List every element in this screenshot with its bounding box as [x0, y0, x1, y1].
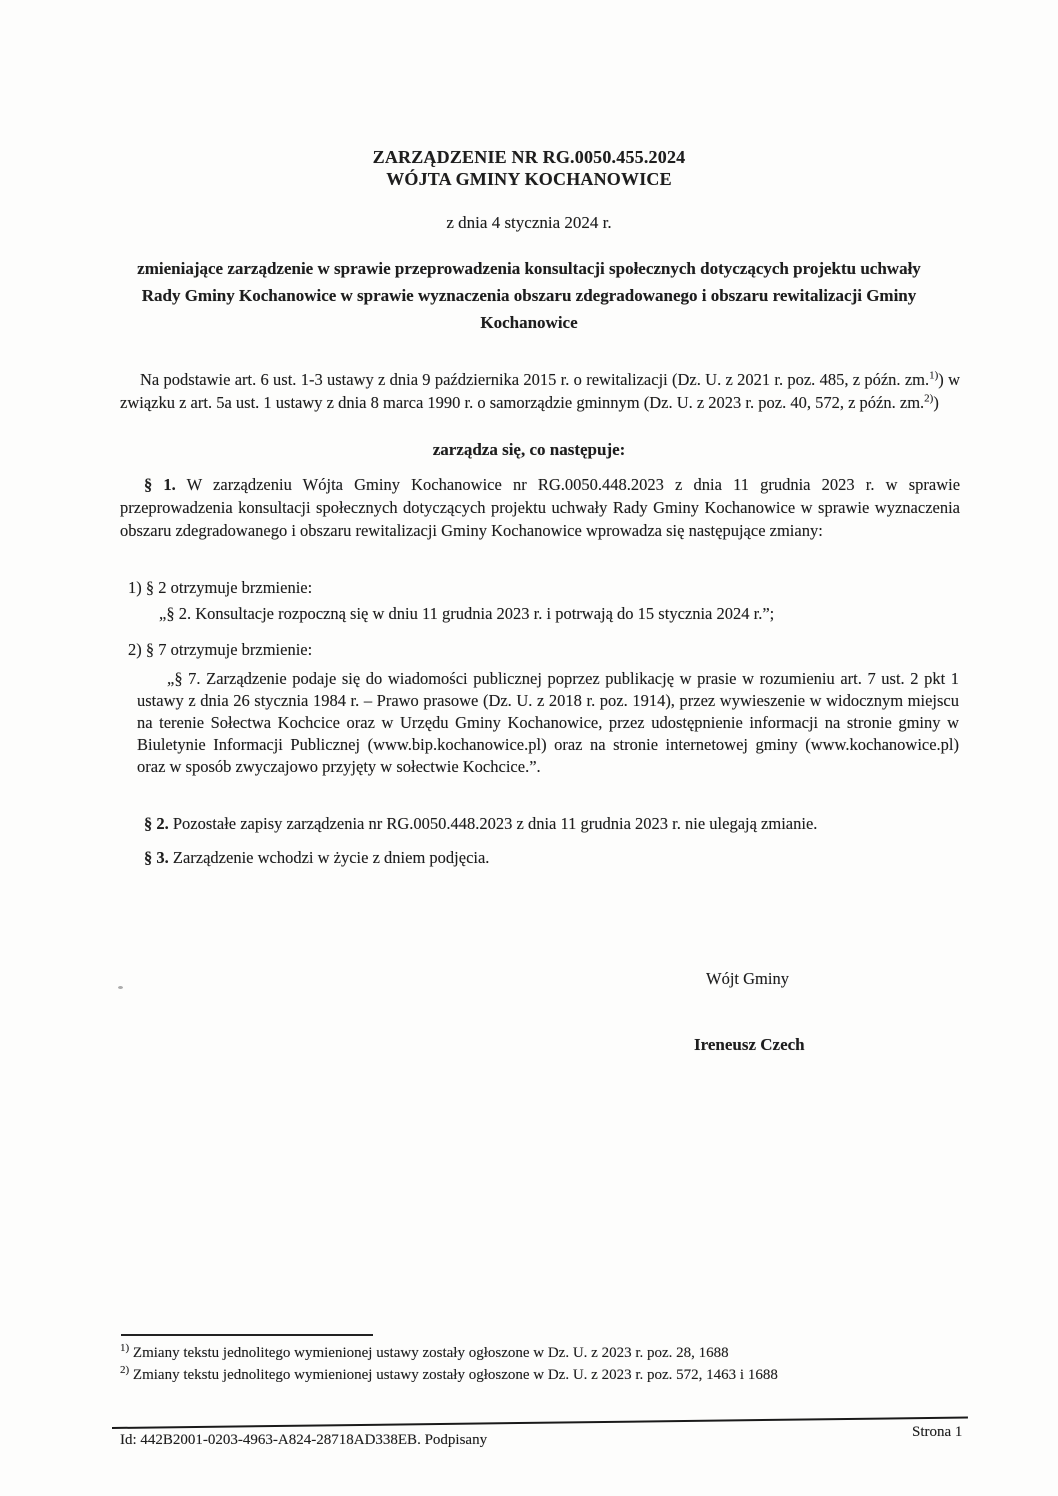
- scan-artifact-dot: [118, 986, 123, 989]
- signature-role: Wójt Gminy: [706, 969, 789, 988]
- legal-basis-part3: ): [933, 393, 939, 412]
- footnote-1: [120, 1343, 960, 1364]
- quoted-provision-par7: „§ 7. Zarządzenie podaje się do wiadomości publicznej poprzez publikację w prasie w rozumieniu art. 7 ust. 2 pkt 1 ustawy z dnia 26 stycznia 1984 r. – Prawo prasowe (Dz. U. z 2018 r. poz. 1914), przez wywieszenie w widocznym miejscu na terenie Sołectwa Kochcice oraz w Urzędu Gminy Kochanowice, przez udostępnienie informacji na stronie gminy w Biuletynie Informacji Publicznej (www.bip.kochanowice.pl) oraz na stronie internetowej gminy (www.kochanowice.pl) oraz w sposób zwyczajowo przyjęty w sołectwie Kochcice.”.: [137, 669, 959, 776]
- section-2-text: Pozostałe zapisy zarządzenia nr RG.0050.448.2023 z dnia 11 grudnia 2023 r. nie ulegają zmianie.: [172, 814, 818, 833]
- page-number: Strona 1: [912, 1424, 963, 1440]
- footnote-2: [120, 1365, 960, 1386]
- document-header: [0, 146, 1058, 190]
- document-title-issuer: WÓJTA GMINY KOCHANOWICE: [386, 169, 672, 189]
- document-id: Id: 442B2001-0203-4963-A824-28718AD338EB. Podpisany: [120, 1432, 488, 1448]
- footnote-1-text: Zmiany tekstu jednolitego wymienionej ustawy zostały ogłoszone w Dz. U. z 2023 r. poz. 28, 1688: [132, 1345, 729, 1361]
- signature-name: Ireneusz Czech: [694, 1035, 805, 1054]
- amendment-item-2: 2) § 7 otrzymuje brzmienie:: [128, 640, 313, 659]
- legal-basis-part1: Na podstawie art. 6 ust. 1-3 ustawy z dnia 9 października 2015 r. o rewitalizacji (Dz. U. z 2021 r. poz. 485, z późn. zm.: [140, 370, 930, 389]
- order-clause: zarządza się, co następuje:: [432, 440, 626, 459]
- document-date: z dnia 4 stycznia 2024 r.: [446, 213, 612, 232]
- footnote-separator: [121, 1334, 373, 1336]
- section-3-text: Zarządzenie wchodzi w życie z dniem podjęcia.: [172, 848, 490, 867]
- footer-rule: [112, 1417, 968, 1429]
- footnote-ref-2: 2): [924, 392, 934, 405]
- section-2-label: § 2.: [144, 814, 169, 833]
- amendment-item-1: 1) § 2 otrzymuje brzmienie:: [128, 578, 313, 597]
- section-1-text: W zarządzeniu Wójta Gminy Kochanowice nr RG.0050.448.2023 z dnia 11 grudnia 2023 r. w sprawie przeprowadzenia konsultacji społecznych dotyczących projektu uchwały Rady Gminy Kochanowice w sprawie wyznaczenia obszaru zdegradowanego i obszaru rewitalizacji Gminy Kochanowice wprowadza się następujące zmiany:: [120, 475, 961, 540]
- section-3-label: § 3.: [144, 848, 169, 867]
- footnote-2-text: Zmiany tekstu jednolitego wymienionej ustawy zostały ogłoszone w Dz. U. z 2023 r. poz. 572, 1463 i 1688: [132, 1367, 778, 1383]
- document-subject: zmieniające zarządzenie w sprawie przeprowadzenia konsultacji społecznych dotyczących projektu uchwały Rady Gminy Kochanowice w sprawie wyznaczenia obszaru zdegradowanego i obszaru rewitalizacji Gminy Kochanowice: [137, 259, 921, 332]
- document-title-number: ZARZĄDZENIE NR RG.0050.455.2024: [372, 147, 686, 167]
- footnote-1-marker: 1): [120, 1342, 130, 1354]
- legal-basis-part2: ) w związku z art. 5a ust. 1 ustawy z dnia 8 marca 1990 r. o samorządzie gminnym (Dz. U. z 2023 r. poz. 40, 572, z późn. zm.: [120, 370, 960, 412]
- section-2-paragraph: [120, 812, 960, 835]
- legal-basis-paragraph: [120, 368, 960, 414]
- section-1-label: § 1.: [144, 475, 176, 494]
- section-1-paragraph: [120, 473, 960, 542]
- section-3-paragraph: [120, 846, 960, 869]
- footnote-ref-1: 1): [929, 369, 939, 382]
- footnote-2-marker: 2): [120, 1364, 130, 1376]
- quoted-provision-par2: „§ 2. Konsultacje rozpoczną się w dniu 11 grudnia 2023 r. i potrwają do 15 stycznia 2024 r.”;: [159, 604, 775, 623]
